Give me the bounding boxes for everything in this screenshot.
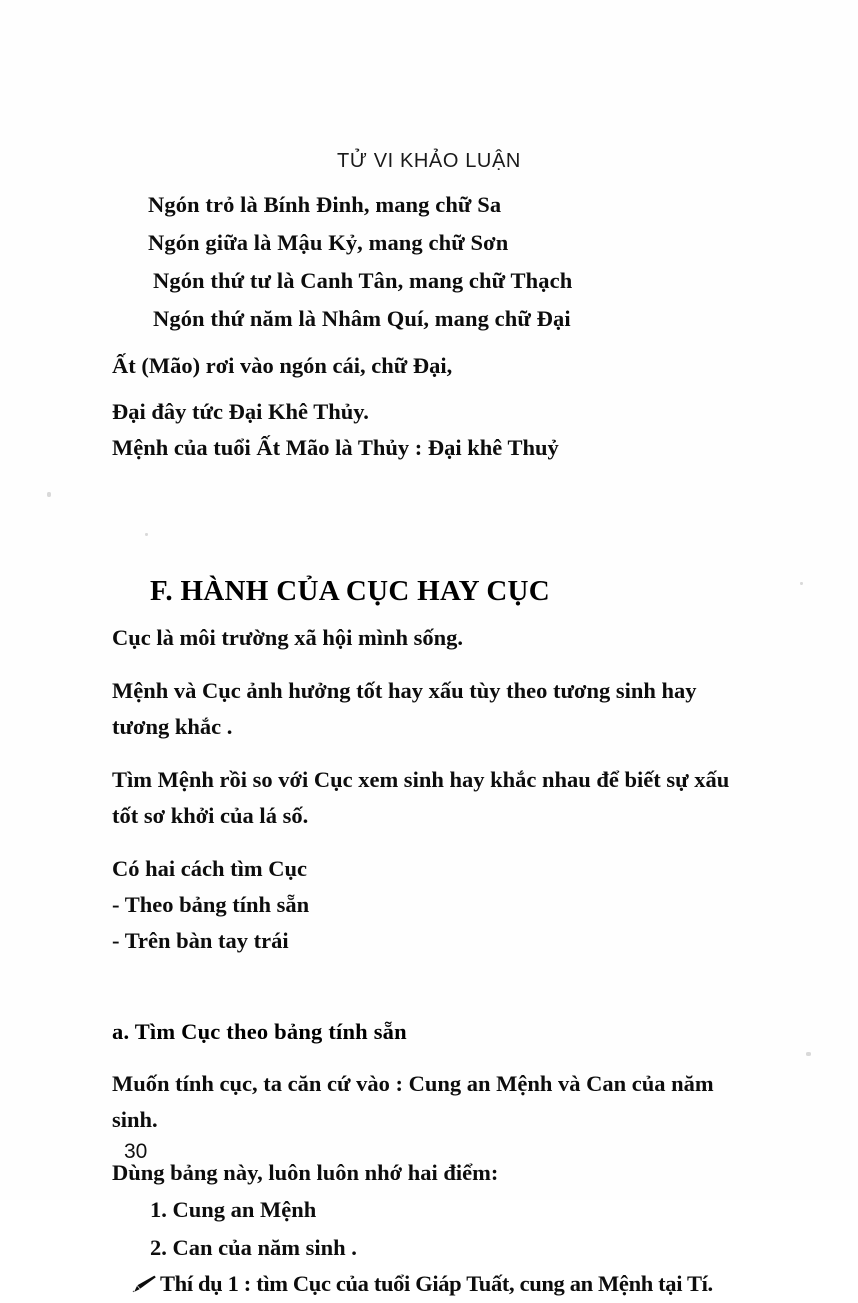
finger-line: Ngón trỏ là Bính Đinh, mang chữ Sa (148, 192, 502, 217)
finger-line: Ngón thứ tư là Canh Tân, mang chữ Thạch (153, 268, 573, 293)
running-head: TỬ VI KHẢO LUẬN (337, 150, 521, 172)
example-text: Thí dụ 1 : tìm Cục của tuổi Giáp Tuất, cung an Mệnh tại Tí. (160, 1271, 713, 1296)
bullet-item: - Theo bảng tính sẵn (112, 892, 310, 917)
page-number: 30 (124, 1140, 148, 1163)
example-line (112, 1267, 744, 1303)
numbered-item: 1. Cung an Mệnh (150, 1197, 317, 1222)
section-paragraph: Cục là môi trường xã hội mình sống. (112, 625, 464, 650)
scan-speckle (806, 1052, 811, 1056)
subsection-paragraph: Muốn tính cục, ta căn cứ vào : Cung an Mệnh và Can của năm sinh. (112, 1071, 714, 1132)
section-heading: F. HÀNH CỦA CỤC HAY CỤC (150, 575, 551, 607)
conclusion-line: Đại đây tức Đại Khê Thủy. (112, 399, 369, 424)
section-paragraph: Tìm Mệnh rồi so với Cục xem sinh hay khắc nhau để biết sự xấu tốt sơ khởi của lá số. (112, 767, 730, 828)
finger-line: Ngón thứ năm là Nhâm Quí, mang chữ Đại (153, 306, 571, 331)
finger-line: Ngón giữa là Mậu Kỷ, mang chữ Sơn (148, 230, 509, 255)
scan-speckle (47, 492, 51, 497)
section-paragraph: Có hai cách tìm Cục (112, 856, 307, 881)
section-paragraph: Mệnh và Cục ảnh hưởng tốt hay xấu tùy theo tương sinh hay tương khắc . (112, 678, 697, 739)
scan-speckle (800, 582, 803, 585)
bullet-item: - Trên bàn tay trái (112, 928, 289, 953)
numbered-item: 2. Can của năm sinh . (150, 1235, 357, 1260)
subsection-paragraph: Dùng bảng này, luôn luôn nhớ hai điểm: (112, 1160, 499, 1185)
subsection-heading: a. Tìm Cục theo bảng tính sẵn (112, 1019, 407, 1044)
conclusion-line: Mệnh của tuổi Ất Mão là Thủy : Đại khê Thuỷ (112, 435, 559, 460)
pencil-icon (130, 1269, 156, 1303)
conclusion-line: Ất (Mão) rơi vào ngón cái, chữ Đại, (112, 353, 453, 378)
page-content (112, 186, 744, 1303)
